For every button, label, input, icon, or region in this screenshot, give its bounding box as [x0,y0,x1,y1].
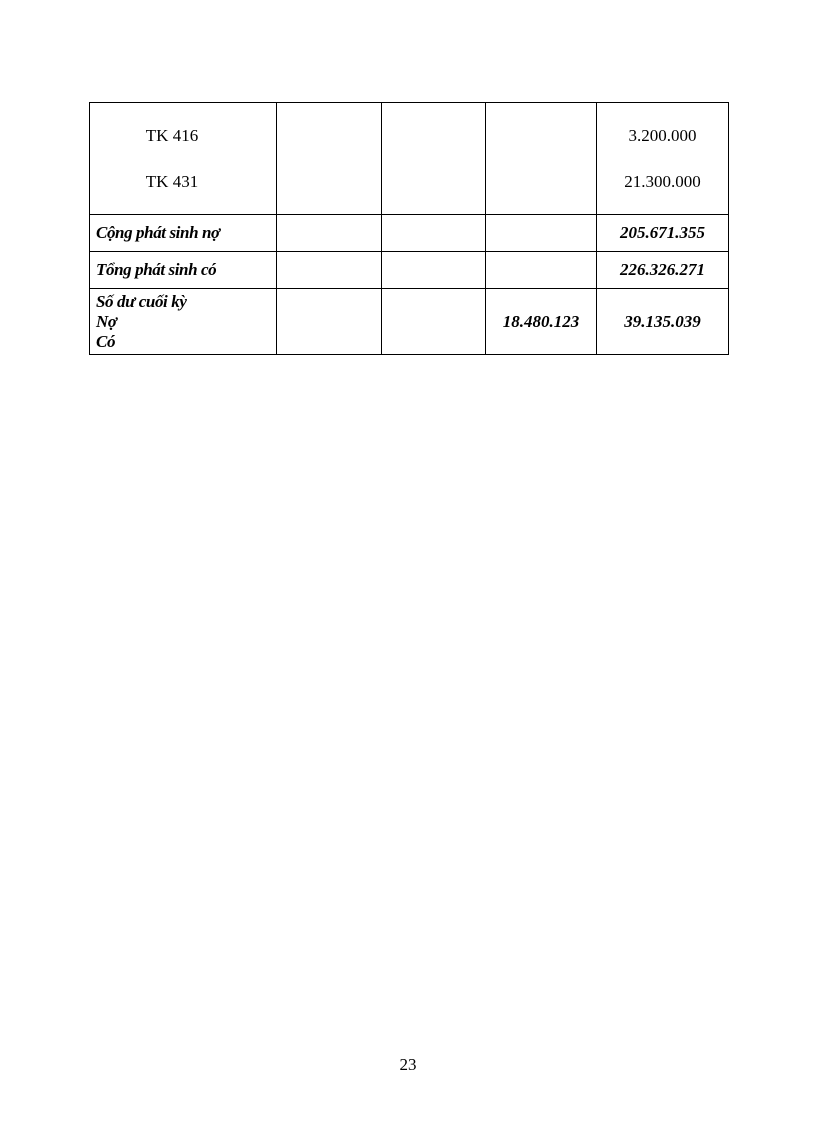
empty-cell [382,289,486,355]
empty-cell [382,103,486,215]
ledger-table [89,102,729,355]
empty-cell [277,215,382,252]
ending-balance-col5-amount: 39.135.039 [597,289,729,355]
empty-cell [277,252,382,289]
empty-cell [277,103,382,215]
empty-cell [486,103,597,215]
account-names-cell [90,103,277,215]
account-amount: 21.300.000 [624,171,701,191]
table-row-credit-total [90,252,729,289]
ending-balance-label: Số dư cuối kỳ [96,291,187,311]
table-row-ending-balance [90,289,729,355]
credit-total-label: Tổng phát sinh có [90,252,277,289]
account-amount: 3.200.000 [628,125,697,145]
empty-cell [382,252,486,289]
empty-cell [382,215,486,252]
page-number: 23 [399,1055,417,1074]
ending-balance-label-cell [90,289,277,355]
credit-label: Có [96,331,116,351]
account-name: TK 431 [145,171,199,191]
account-name: TK 416 [145,125,199,145]
debit-total-amount: 205.671.355 [597,215,729,252]
credit-total-amount: 226.326.271 [597,252,729,289]
ending-balance-col4-amount: 18.480.123 [486,289,597,355]
table-row-accounts [90,103,729,215]
table-row-debit-total [90,215,729,252]
empty-cell [486,252,597,289]
empty-cell [486,215,597,252]
debit-total-label: Cộng phát sinh nợ [90,215,277,252]
debit-label: Nợ [96,311,117,331]
empty-cell [277,289,382,355]
account-amounts-cell [597,103,729,215]
